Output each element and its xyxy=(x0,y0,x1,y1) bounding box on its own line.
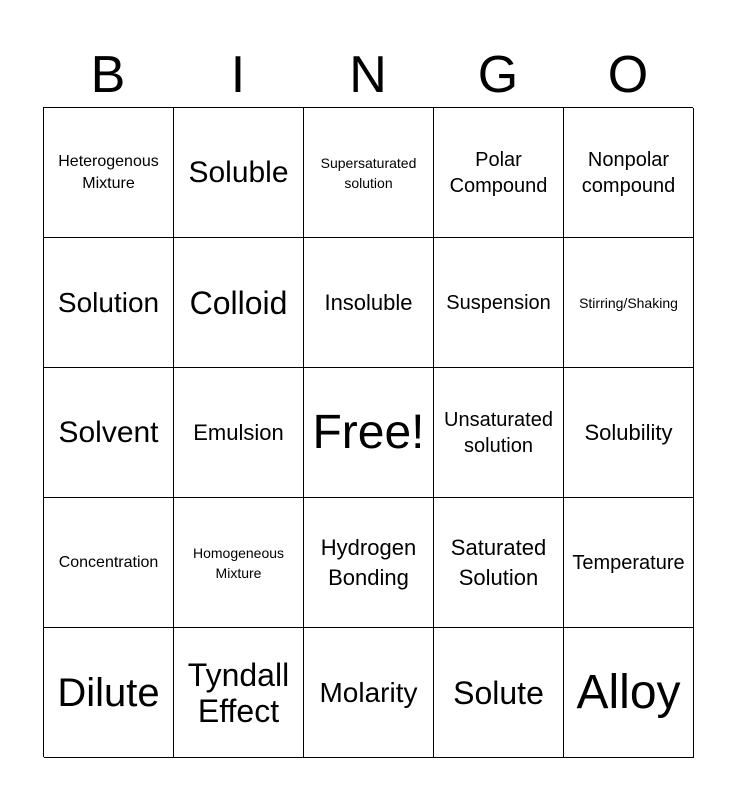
header-letter-i: I xyxy=(230,46,246,104)
bingo-cell[interactable] xyxy=(174,628,304,758)
bingo-header xyxy=(43,44,693,106)
cell-text: Soluble xyxy=(188,155,289,189)
cell-text: Solute xyxy=(453,674,544,711)
header-letter-n: N xyxy=(349,46,387,104)
bingo-cell[interactable] xyxy=(304,108,434,238)
cell-text: Solution xyxy=(57,286,160,318)
cell-text: Heterogenous Mixture xyxy=(58,152,159,192)
bingo-cell[interactable] xyxy=(304,498,434,628)
bingo-cell[interactable] xyxy=(434,498,564,628)
header-letter-o: O xyxy=(607,46,649,104)
header-letter-g: G xyxy=(477,46,519,104)
bingo-cell[interactable] xyxy=(304,368,434,498)
bingo-cell[interactable] xyxy=(434,628,564,758)
bingo-cell[interactable] xyxy=(564,238,694,368)
cell-text: Molarity xyxy=(319,676,418,708)
cell-text: Concentration xyxy=(58,553,159,571)
bingo-cell[interactable] xyxy=(564,628,694,758)
bingo-cell[interactable] xyxy=(434,368,564,498)
bingo-card-grid xyxy=(43,107,693,757)
cell-text: Alloy xyxy=(576,665,681,719)
bingo-cell[interactable] xyxy=(174,498,304,628)
free-space-text: Free! xyxy=(312,405,425,459)
bingo-cell[interactable] xyxy=(304,628,434,758)
cell-text: Homogeneous Mixture xyxy=(192,544,285,581)
cell-text: Dilute xyxy=(57,670,160,715)
bingo-cell[interactable] xyxy=(564,108,694,238)
bingo-cell[interactable] xyxy=(174,108,304,238)
header-letter-b: B xyxy=(90,46,126,104)
bingo-cell[interactable] xyxy=(304,238,434,368)
cell-text: Unsaturated solution xyxy=(444,408,553,457)
cell-text: Insoluble xyxy=(324,289,413,315)
cell-text: Temperature xyxy=(572,551,685,574)
cell-text: Saturated Solution xyxy=(450,534,547,590)
bingo-cell[interactable] xyxy=(434,238,564,368)
bingo-cell[interactable] xyxy=(44,498,174,628)
bingo-cell[interactable] xyxy=(44,628,174,758)
cell-text: Stirring/Shaking xyxy=(579,294,678,311)
cell-text: Suspension xyxy=(446,291,551,314)
cell-text: Tyndall Effect xyxy=(187,656,290,729)
bingo-cell[interactable] xyxy=(44,368,174,498)
bingo-cell[interactable] xyxy=(434,108,564,238)
cell-text: Polar Compound xyxy=(449,148,548,197)
bingo-cell[interactable] xyxy=(44,238,174,368)
bingo-cell[interactable] xyxy=(44,108,174,238)
cell-text: Colloid xyxy=(189,284,288,321)
cell-text: Emulsion xyxy=(193,419,284,445)
cell-text: Nonpolar compound xyxy=(581,148,676,197)
cell-text: Solvent xyxy=(58,415,159,449)
bingo-cell[interactable] xyxy=(564,498,694,628)
bingo-cell[interactable] xyxy=(174,368,304,498)
cell-text: Hydrogen Bonding xyxy=(320,534,417,590)
cell-text: Supersaturated solution xyxy=(320,154,417,191)
bingo-cell[interactable] xyxy=(564,368,694,498)
bingo-cell[interactable] xyxy=(174,238,304,368)
cell-text: Solubility xyxy=(584,419,673,445)
